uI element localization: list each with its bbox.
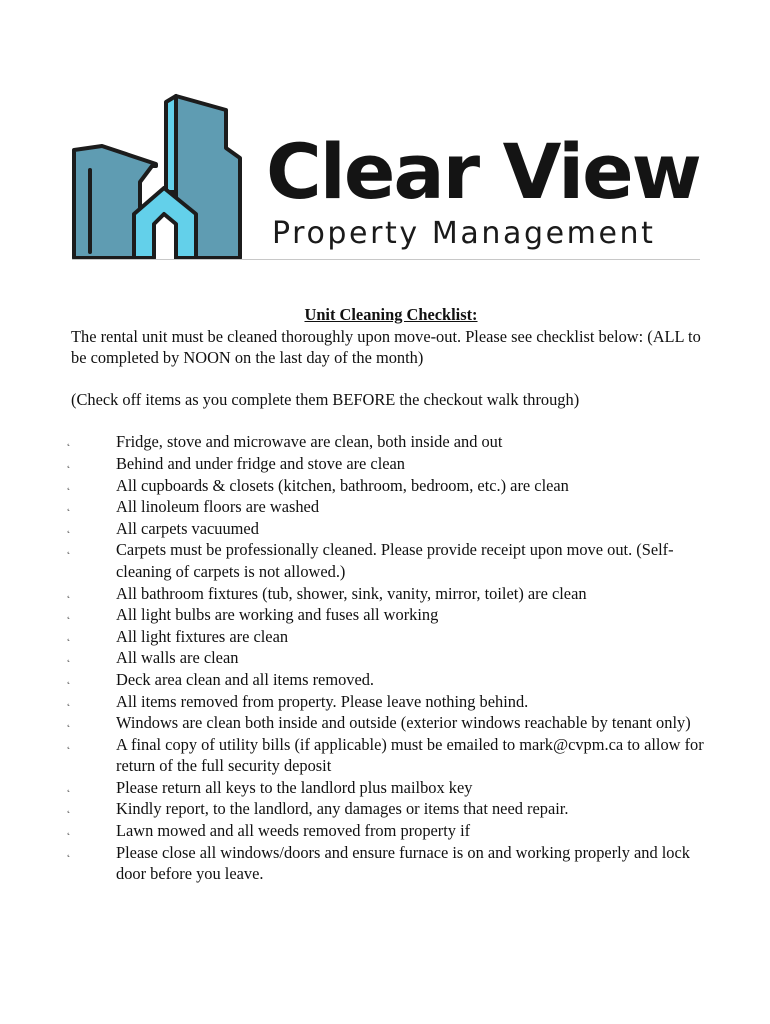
checkbox-icon[interactable]: ˛ xyxy=(67,587,71,599)
document-title: Unit Cleaning Checklist: xyxy=(304,305,478,324)
buildings-logo-icon xyxy=(72,92,252,262)
checklist-item[interactable] xyxy=(67,453,711,475)
intro-paragraph: The rental unit must be cleaned thoroughly upon move-out. Please see checklist below: (ALL to be completed by NOON on the last day of the month) xyxy=(71,326,701,368)
checklist-item-text: Deck area clean and all items removed. xyxy=(116,669,375,689)
checklist-item-text: All bathroom fixtures (tub, shower, sink, vanity, mirror, toilet) are clean xyxy=(116,583,587,603)
checkbox-icon[interactable]: ˛ xyxy=(67,652,71,664)
checklist-item[interactable] xyxy=(67,647,711,669)
checkbox-icon[interactable]: ˛ xyxy=(67,673,71,685)
checkbox-icon[interactable]: ˛ xyxy=(67,501,71,513)
checklist-item[interactable] xyxy=(67,604,711,626)
checklist-item-text: All light bulbs are working and fuses all working xyxy=(116,605,439,625)
checklist-item[interactable] xyxy=(67,496,711,518)
checkbox-icon[interactable]: ˛ xyxy=(67,738,71,750)
checklist-item-text: All light fixtures are clean xyxy=(116,626,289,646)
checkbox-icon[interactable]: ˛ xyxy=(67,717,71,729)
checkbox-icon[interactable]: ˛ xyxy=(67,630,71,642)
checkbox-icon[interactable]: ˛ xyxy=(67,803,71,815)
checkbox-icon[interactable]: ˛ xyxy=(67,846,71,858)
company-logo xyxy=(72,92,700,262)
checkbox-icon[interactable]: ˛ xyxy=(67,609,71,621)
checklist-item[interactable] xyxy=(67,518,711,540)
checklist-item-text: All cupboards & closets (kitchen, bathroom, bedroom, etc.) are clean xyxy=(116,475,569,495)
checklist-item-text: All items removed from property. Please leave nothing behind. xyxy=(116,691,529,711)
brand-subtitle: Property Management xyxy=(272,216,656,251)
checklist-item[interactable] xyxy=(67,539,711,582)
checklist-item[interactable] xyxy=(67,712,711,734)
checklist-item[interactable] xyxy=(67,820,711,842)
checklist-item-text: Kindly report, to the landlord, any damages or items that need repair. xyxy=(116,799,569,819)
checklist-item[interactable] xyxy=(67,626,711,648)
checklist-item-text: All walls are clean xyxy=(116,648,239,668)
checklist-item[interactable] xyxy=(67,583,711,605)
tall-building-strip xyxy=(166,96,176,192)
checklist-item-text: Please return all keys to the landlord plus mailbox key xyxy=(116,777,473,797)
checklist-item-text: All carpets vacuumed xyxy=(116,518,259,538)
checkbox-icon[interactable]: ˛ xyxy=(67,825,71,837)
checklist-item[interactable] xyxy=(67,777,711,799)
brand-name: Clear View xyxy=(266,127,700,216)
checklist-item[interactable] xyxy=(67,431,711,453)
checklist-item-text: A final copy of utility bills (if applicable) must be emailed to mark@cvpm.ca to allow for return of the full security deposit xyxy=(116,734,704,776)
cleaning-checklist xyxy=(67,431,711,884)
instruction-note: (Check off items as you complete them BEFORE the checkout walk through) xyxy=(71,389,580,409)
checklist-item[interactable] xyxy=(67,842,711,885)
checklist-item[interactable] xyxy=(67,669,711,691)
checklist-item-text: Windows are clean both inside and outside (exterior windows reachable by tenant only) xyxy=(116,713,691,733)
checklist-item[interactable] xyxy=(67,475,711,497)
checkbox-icon[interactable]: ˛ xyxy=(67,479,71,491)
checklist-item-text: All linoleum floors are washed xyxy=(116,497,320,517)
checkbox-icon[interactable]: ˛ xyxy=(67,522,71,534)
checklist-item-text: Please close all windows/doors and ensure furnace is on and working properly and lock door before you leave. xyxy=(116,842,690,884)
checklist-document xyxy=(67,304,711,885)
checkbox-icon[interactable]: ˛ xyxy=(67,781,71,793)
checklist-item-text: Fridge, stove and microwave are clean, both inside and out xyxy=(116,432,503,452)
checkbox-icon[interactable]: ˛ xyxy=(67,544,71,556)
checkbox-icon[interactable]: ˛ xyxy=(67,457,71,469)
checklist-item[interactable] xyxy=(67,798,711,820)
checklist-item-text: Lawn mowed and all weeds removed from property if xyxy=(116,821,471,841)
logo-divider xyxy=(72,259,700,260)
checkbox-icon[interactable]: ˛ xyxy=(67,436,71,448)
checklist-item[interactable] xyxy=(67,691,711,713)
checklist-item-text: Carpets must be professionally cleaned. Please provide receipt upon move out. (Self-cleaning of carpets is not allowed.) xyxy=(116,540,674,581)
checkbox-icon[interactable]: ˛ xyxy=(67,695,71,707)
checklist-item[interactable] xyxy=(67,734,711,777)
checklist-item-text: Behind and under fridge and stove are clean xyxy=(116,453,405,473)
